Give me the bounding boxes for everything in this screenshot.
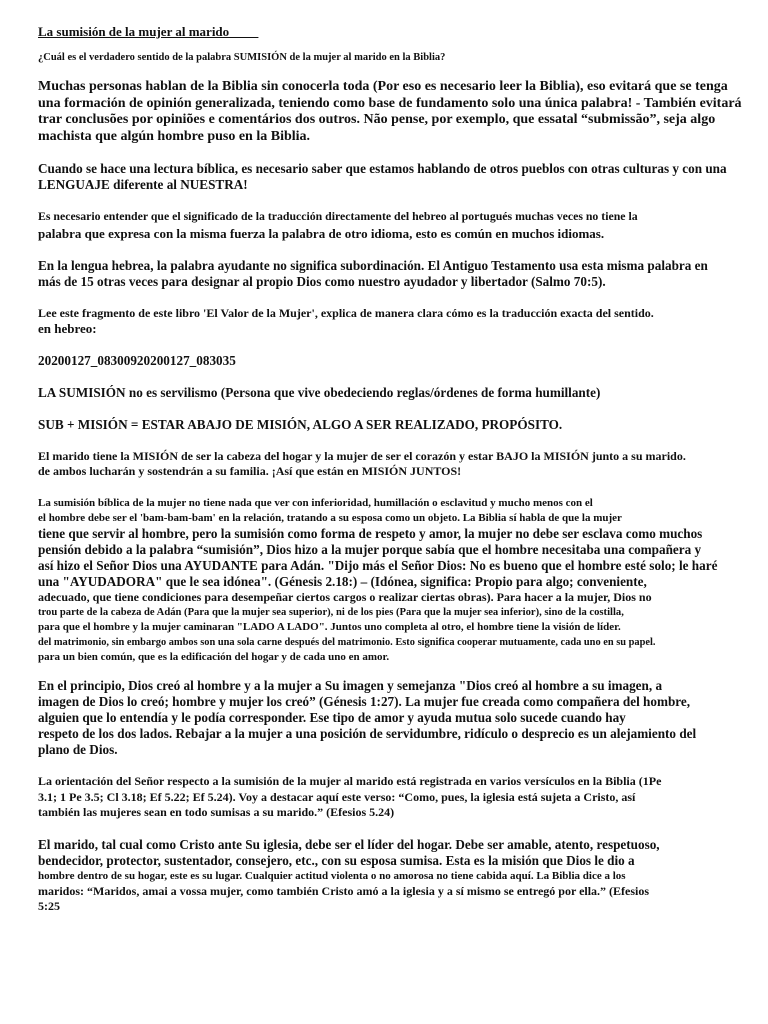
paragraph-line: más de 15 otras veces para designar al propio Dios como nuestro ayudador y libertador (Salmo 70:5).: [38, 273, 606, 289]
paragraph-4: [38, 258, 750, 290]
paragraph-9: [38, 496, 750, 666]
paragraph-line: respeto de los dos lados. Rebajar a la mujer a una posición de servidumbre, ridículo o desprecio es un alejamiento del: [38, 726, 697, 741]
paragraph-line: de ambos lucharán y sostendrán a su familia. ¡Así que están en MISIÓN JUNTOS!: [38, 464, 462, 478]
paragraph-10: [38, 678, 750, 758]
paragraph-line: plano de Dios.: [38, 742, 118, 757]
paragraph-line: para que el hombre y la mujer caminaran "LADO A LADO". Juntos uno completa al otro, el hombre tiene la visión de líder.: [38, 621, 621, 633]
paragraph-line: 3.1; 1 Pe 3.5; Cl 3.18; Ef 5.22; Ef 5.24). Voy a destacar aquí este verso: “Como, pues, la iglesia está sujeta a Cristo, así: [38, 789, 636, 804]
paragraph-3: [38, 209, 750, 242]
paragraph-line: SUB + MISIÓN = ESTAR ABAJO DE MISIÓN, ALGO A SER REALIZADO, PROPÓSITO.: [38, 416, 563, 432]
paragraph-line: La orientación del Señor respecto a la sumisión de la mujer al marido está registrada en varios versículos en la Biblia (1Pe: [38, 774, 662, 788]
paragraph-2: [38, 161, 750, 193]
paragraph-11: [38, 774, 750, 821]
paragraph-line: en hebreo:: [38, 321, 97, 336]
paragraph-line: tiene que servir al hombre, pero la sumisión como forma de respeto y amor, la mujer no debe ser esclava como muchos: [38, 525, 703, 541]
paragraph-line: adecuado, que tiene condiciones para desempeñar ciertos cargos o realizar ciertas obras). Para hacer a la mujer, Dios no: [38, 589, 652, 604]
paragraph-5: [38, 306, 750, 337]
paragraph-line: trou parte de la cabeza de Adán (Para que la mujer sea superior), ni de los pies (Para que la mujer sea inferior), sino de la costilla,: [38, 607, 624, 618]
paragraph-line: del matrimonio, sin embargo ambos son una sola carne después del matrimonio. Esto significa cooperar mutuamente, cada uno en su papel.: [38, 637, 656, 648]
paragraph-1: [38, 79, 750, 145]
paragraph-line: LENGUAJE diferente al NUESTRA!: [38, 177, 248, 192]
paragraph-line: palabra que expresa con la misma fuerza la palabra de otro idioma, esto es común en muchos idiomas.: [38, 225, 605, 241]
paragraph-line: 5:25: [38, 899, 60, 913]
document-page: [38, 24, 750, 915]
paragraph-line: bendecidor, protector, sustentador, consejero, etc., con su esposa sumisa. Esta es la misión que Dios le dio a: [38, 852, 635, 868]
paragraph-line: Cuando se hace una lectura bíblica, es necesario saber que estamos hablando de otros pueblos con otras culturas y con una: [38, 161, 727, 176]
paragraph-line: El marido tiene la MISIÓN de ser la cabeza del hogar y la mujer de ser el corazón y estar BAJO la MISIÓN junto a su marido.: [38, 448, 686, 463]
paragraph-line: también las mujeres sean en todo sumisas a su marido.” (Efesios 5.24): [38, 805, 395, 819]
paragraph-6: [38, 385, 750, 401]
paragraph-line: imagen de Dios lo creó; hombre y mujer los creó” (Génesis 1:27). La mujer fue creada como compañera del hombre,: [38, 694, 691, 709]
paragraph-line: así hizo el Señor Dios una AYUDANTE para Adán. "Dijo más el Señor Dios: No es bueno que el hombre esté solo; le haré: [38, 557, 718, 573]
document-title: La sumisión de la mujer al marido: [38, 24, 259, 39]
paragraph-line: maridos: “Maridos, amai a vossa mujer, como también Cristo amó a la iglesia y a sí mismo se entregó por ella.” (Efesios: [38, 883, 650, 898]
paragraph-line: Lee este fragmento de este libro 'El Valor de la Mujer', explica de manera clara cómo es la traducción exacta del sentido.: [38, 305, 654, 320]
paragraph-line: una formación de opinión generalizada, teniendo como base de fundamento solo una única palabra! - También evitará: [38, 95, 742, 111]
paragraph-line: La sumisión bíblica de la mujer no tiene nada que ver con inferioridad, humillación o esclavitud y mucho menos con el: [38, 496, 593, 509]
paragraph-line: El marido, tal cual como Cristo ante Su iglesia, debe ser el líder del hogar. Debe ser amable, atento, respetuoso,: [38, 836, 660, 852]
paragraph-line: para un bien común, que es la edificación del hogar y de cada uno en amor.: [38, 651, 390, 663]
paragraph-8: [38, 449, 750, 480]
paragraph-7: [38, 417, 750, 433]
paragraph-line: una "AYUDADORA" que le sea idónea". (Génesis 2.18:) – (Idónea, significa: Propio para algo; conveniente,: [38, 573, 647, 589]
paragraph-line: trar conclusões por opiniões e comentários dos outros. Não pense, por exemplo, que essatal “submissão”, seja algo: [38, 112, 716, 127]
paragraph-line: pensión debido a la palabra “sumisión”, Dios hizo a la mujer porque sabía que el hombre necesitaba una compañera y: [38, 541, 702, 557]
paragraph-line: En el principio, Dios creó al hombre y a la mujer a Su imagen y semejanza "Dios creó al hombre a su imagen, a: [38, 678, 663, 693]
paragraph-line: 20200127_08300920200127_083035: [38, 352, 236, 368]
paragraph-line: LA SUMISIÓN no es servilismo (Persona que vive obedeciendo reglas/órdenes de forma humillante): [38, 384, 601, 400]
paragraph-line: machista que algún hombre puso en la Biblia.: [38, 128, 311, 144]
document-subtitle: ¿Cuál es el verdadero sentido de la palabra SUMISIÓN de la mujer al marido en la Biblia?: [38, 52, 446, 63]
paragraph-line: el hombre debe ser el 'bam-bam-bam' en la relación, tratando a su esposa como un objeto. La Biblia sí habla de que la mujer: [38, 511, 622, 524]
paragraph-line: Es necesario entender que el significado de la traducción directamente del hebreo al portugués muchas veces no tiene la: [38, 209, 638, 223]
paragraph-line: hombre dentro de su hogar, este es su lugar. Cualquier actitud violenta o no amorosa no tiene cabida aquí. La Biblia dice a los: [38, 869, 626, 882]
paragraph-line: Muchas personas hablan de la Biblia sin conocerla toda (Por eso es necesario leer la Biblia), eso evitará que se tenga: [38, 79, 728, 94]
paragraph-line: En la lengua hebrea, la palabra ayudante no significa subordinación. El Antiguo Testamento usa esta misma palabra en: [38, 257, 708, 273]
paragraph-12: [38, 837, 750, 915]
image-filename: [38, 353, 750, 369]
paragraph-line: alguien que lo entendía y le podía corresponder. Ese tipo de amor y ayuda mutua solo sucede cuando hay: [38, 710, 626, 725]
